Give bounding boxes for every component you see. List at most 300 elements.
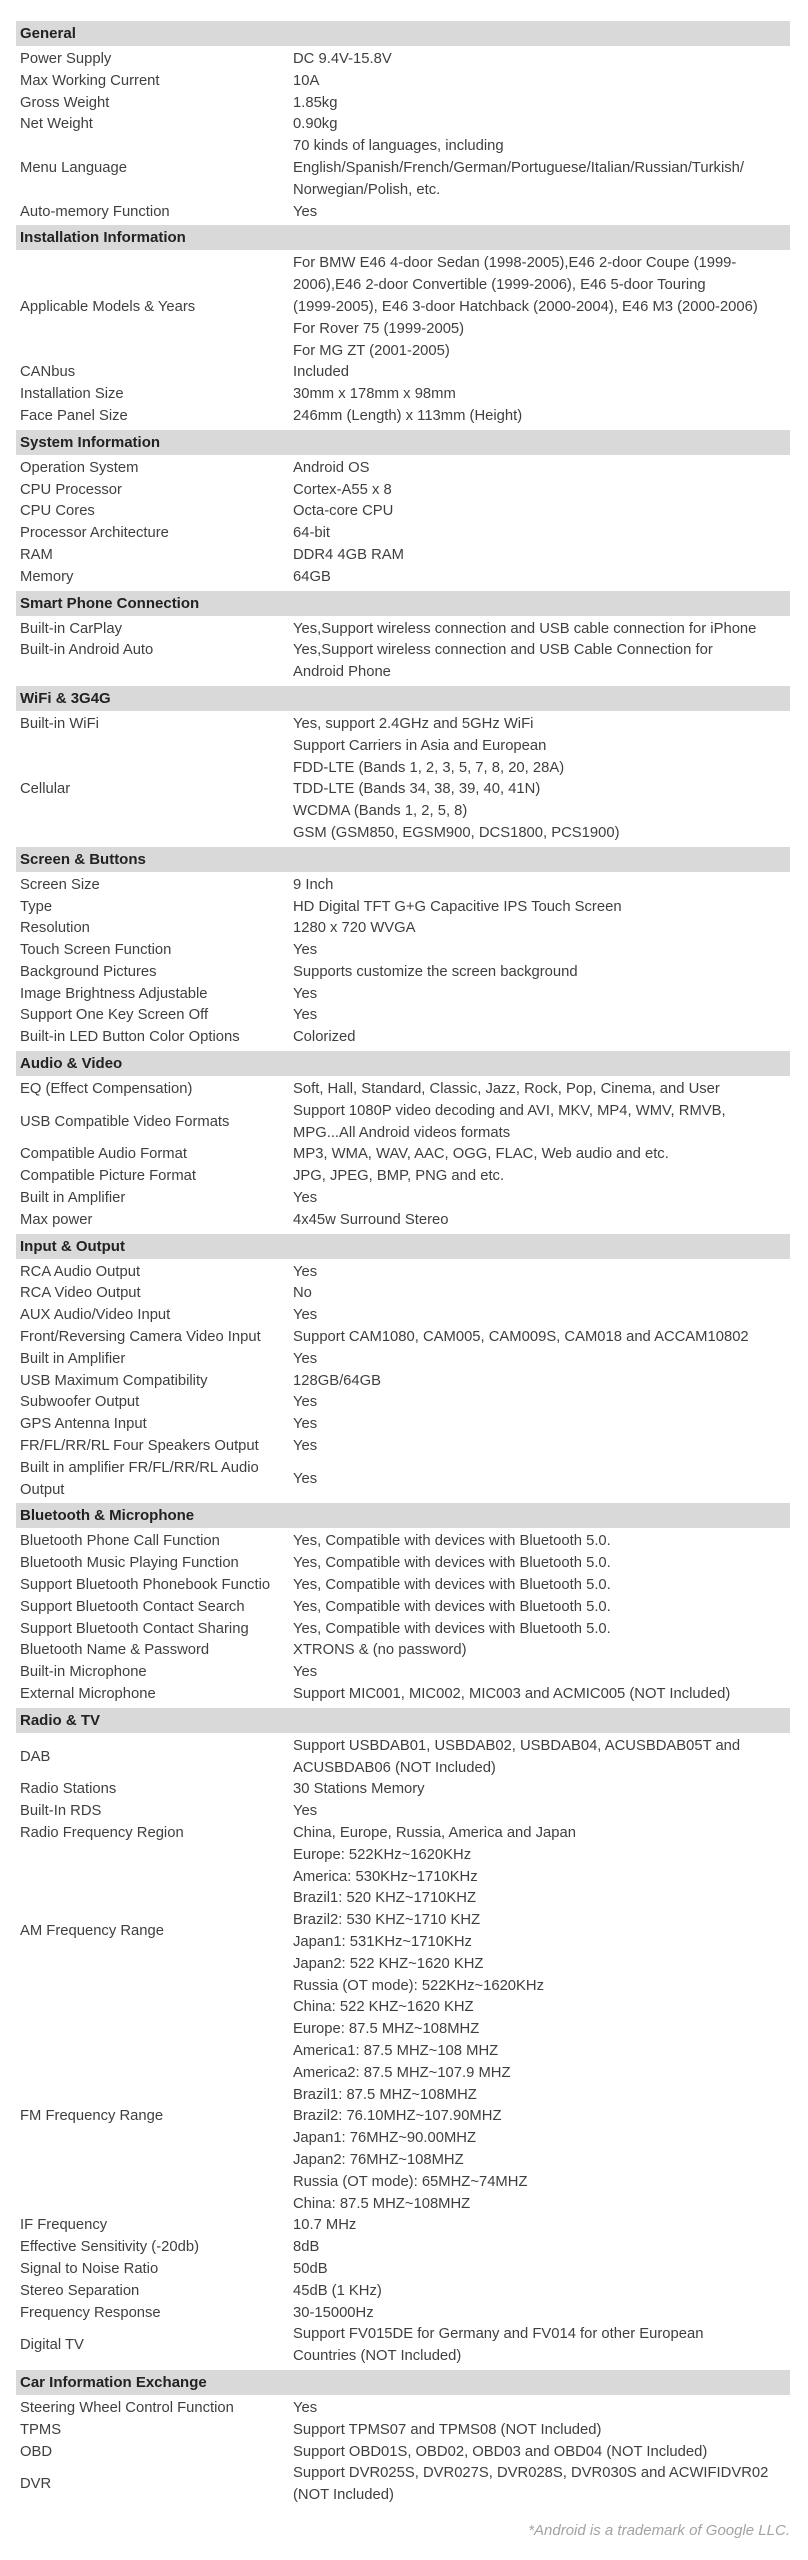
spec-value-line: 30mm x 178mm x 98mm [293,386,456,403]
spec-label: Memory [20,568,74,585]
spec-row [20,940,798,962]
spec-label: Gross Weight [20,94,110,111]
spec-value-line: 45dB (1 KHz) [293,2282,382,2299]
spec-label: Frequency Response [20,2304,161,2321]
spec-value [293,2237,798,2259]
spec-label: Processor Architecture [20,525,169,542]
spec-row [20,1283,798,1305]
section-header: Radio & TV [16,1708,790,1733]
spec-row [20,962,798,984]
spec-value-line: Yes [293,1803,318,1820]
spec-value-line: Yes, Compatible with devices with Bluetooth 5.0. [293,1598,611,1615]
spec-label: Background Pictures [20,963,157,980]
spec-row [20,545,798,567]
spec-label: Power Supply [20,51,112,67]
spec-value-line: Yes,Support wireless connection and USB cable connection for iPhone [293,620,757,637]
spec-label: Cellular [20,781,71,798]
section-header: Bluetooth & Microphone [16,1503,790,1528]
spec-row [20,1436,798,1458]
spec-value [293,1144,798,1166]
spec-value-line: Yes, Compatible with devices with Bluetooth 5.0. [293,1533,611,1550]
spec-value [293,1327,798,1349]
spec-value-line: English/Spanish/French/German/Portuguese/Italian/Russian/Turkish/ [293,159,744,176]
spec-row [20,2019,798,2215]
spec-value [293,384,798,406]
spec-label: AUX Audio/Video Input [20,1307,171,1324]
spec-value [293,49,798,71]
spec-row [20,1619,798,1641]
spec-label: Built in Amplifier [20,1350,126,1367]
spec-value-line: Support DVR025S, DVR027S, DVR028S, DVR030S and ACWIFIDVR02 [293,2465,769,2482]
spec-label: Support One Key Screen Off [20,1007,209,1024]
spec-value-line: Supports customize the screen background [293,963,578,980]
spec-value-line: Norwegian/Polish, etc. [293,181,441,198]
section-header: Car Information Exchange [16,2370,790,2395]
spec-value-line: America2: 87.5 MHZ~107.9 MHZ [293,2064,511,2081]
spec-row [20,1327,798,1349]
spec-row [20,1144,798,1166]
spec-label: USB Maximum Compatibility [20,1372,208,1389]
spec-label: Built-in LED Button Color Options [20,1029,240,1046]
spec-label: Max Working Current [20,72,160,89]
spec-row [20,897,798,919]
spec-value-line: 9 Inch [293,876,334,893]
spec-value [293,2019,798,2215]
spec-label: Digital TV [20,2337,84,2354]
spec-label: Built-in Android Auto [20,642,154,659]
spec-value [293,1619,798,1641]
spec-value-line: Brazil2: 76.10MHZ~107.90MHZ [293,2108,502,2125]
spec-value [293,1662,798,1684]
spec-value [293,71,798,93]
spec-label: CANbus [20,364,76,381]
spec-value-line: (NOT Included) [293,2487,394,2504]
spec-value-line: 1280 x 720 WVGA [293,920,416,937]
spec-row [20,1684,798,1706]
spec-row [20,1392,798,1414]
spec-value-line: Support USBDAB01, USBDAB02, USBDAB04, ACUSBDAB05T and [293,1737,741,1754]
spec-value-line: Yes [293,1190,318,1207]
spec-value [293,2442,798,2464]
spec-value [293,962,798,984]
spec-value [293,480,798,502]
spec-row [20,1801,798,1823]
spec-value-line: 70 kinds of languages, including [293,138,504,155]
spec-value-line: Yes [293,1263,318,1280]
spec-row [20,1575,798,1597]
spec-row [20,458,798,480]
spec-value-line: 10A [293,72,320,89]
spec-label: Built in amplifier FR/FL/RR/RL Audio Output [20,1459,259,1498]
spec-label: Image Brightness Adjustable [20,985,208,1002]
spec-row [20,1845,798,2019]
spec-label: Touch Screen Function [20,942,172,959]
section-header: Audio & Video [16,1051,790,1076]
spec-value-line: Yes [293,203,318,220]
spec-value [293,1553,798,1575]
spec-value-line: Yes,Support wireless connection and USB Cable Connection for [293,642,713,659]
spec-value [293,1210,798,1232]
spec-value-line: DC 9.4V-15.8V [293,51,392,67]
spec-value [293,2420,798,2442]
spec-value-line: Japan2: 76MHZ~108MHZ [293,2151,464,2168]
spec-value [293,2398,798,2420]
spec-value [293,918,798,940]
spec-value-line: Brazil1: 520 KHZ~1710KHZ [293,1890,476,1907]
spec-value [293,1684,798,1706]
spec-label: USB Compatible Video Formats [20,1113,230,1130]
spec-row [20,202,798,224]
spec-label: Bluetooth Music Playing Function [20,1555,239,1572]
spec-label: Built-in CarPlay [20,620,122,637]
spec-row [20,253,798,362]
spec-label: Screen Size [20,876,100,893]
spec-value-line: 0.90kg [293,116,338,133]
spec-value-line: Japan1: 531KHz~1710KHz [293,1933,472,1950]
spec-row [20,1553,798,1575]
spec-value-line: America1: 87.5 MHZ~108 MHZ [293,2042,499,2059]
spec-row [20,406,798,428]
spec-label: Type [20,898,53,915]
spec-value [293,714,798,736]
spec-row [20,918,798,940]
spec-value-line: Europe: 87.5 MHZ~108MHZ [293,2021,480,2038]
spec-row [20,640,798,684]
spec-value-line: Countries (NOT Included) [293,2348,462,2365]
spec-label: DAB [20,1748,51,1765]
spec-row [20,2463,798,2507]
spec-value-line: For Rover 75 (1999-2005) [293,320,465,337]
spec-value [293,1469,798,1491]
spec-value [293,1436,798,1458]
spec-label: OBD [20,2443,53,2460]
spec-value [293,1575,798,1597]
spec-value-line: Yes [293,985,318,1002]
spec-row [20,875,798,897]
spec-value [293,1079,798,1101]
spec-label: Installation Size [20,386,124,403]
spec-value-line: For MG ZT (2001-2005) [293,342,450,359]
spec-label: Compatible Picture Format [20,1168,196,1185]
spec-row [20,1188,798,1210]
spec-row [20,2324,798,2368]
spec-row [20,2237,798,2259]
spec-value-line: DDR4 4GB RAM [293,546,404,563]
spec-value-line: Yes [293,2399,318,2416]
spec-row [20,1166,798,1188]
spec-value [293,253,798,362]
section-header: Screen & Buttons [16,847,790,872]
spec-value [293,1801,798,1823]
spec-value-line: (1999-2005), E46 3-door Hatchback (2000-2004), E46 M3 (2000-2006) [293,298,758,315]
spec-label: Support Bluetooth Contact Search [20,1598,245,1615]
spec-label: Net Weight [20,116,93,133]
spec-label: RCA Audio Output [20,1263,141,1280]
spec-value-line: 30 Stations Memory [293,1781,425,1798]
spec-value [293,406,798,428]
spec-value [293,136,798,201]
spec-row [20,1101,798,1145]
spec-label: IF Frequency [20,2217,108,2234]
spec-row [20,93,798,115]
spec-value-line: 64GB [293,568,331,585]
spec-value [293,1101,798,1145]
spec-value-line: 246mm (Length) x 113mm (Height) [293,407,523,424]
spec-value-line: 2006),E46 2-door Convertible (1999-2006), E46 5-door Touring [293,277,706,294]
section-header: Installation Information [16,225,790,250]
spec-value-line: 10.7 MHz [293,2217,357,2234]
spec-value [293,619,798,641]
spec-value [293,545,798,567]
spec-label: Built-In RDS [20,1803,102,1820]
spec-label: Built-in Microphone [20,1664,147,1681]
spec-value-line: Android Phone [293,664,391,681]
spec-value-line: XTRONS & (no password) [293,1642,467,1659]
section-header: Smart Phone Connection [16,591,790,616]
spec-label: DVR [20,2476,52,2493]
spec-value [293,1305,798,1327]
spec-row [20,1371,798,1393]
spec-value [293,1531,798,1553]
spec-value-line: Yes, Compatible with devices with Bluetooth 5.0. [293,1577,611,1594]
spec-value-line: Yes [293,1307,318,1324]
spec-value-line: Support 1080P video decoding and AVI, MKV, MP4, WMV, RMVB, [293,1102,726,1119]
section-header: WiFi & 3G4G [16,686,790,711]
spec-value [293,202,798,224]
spec-value-line: Support Carriers in Asia and European [293,737,547,754]
spec-label: CPU Cores [20,503,95,520]
spec-value [293,875,798,897]
spec-value [293,736,798,845]
spec-value-line: Android OS [293,459,370,476]
spec-value-line: Cortex-A55 x 8 [293,481,392,498]
spec-value-line: MP3, WMA, WAV, AAC, OGG, FLAC, Web audio and etc. [293,1146,669,1163]
spec-label: Stereo Separation [20,2282,140,2299]
spec-value [293,1640,798,1662]
spec-value [293,114,798,136]
spec-value [293,1166,798,1188]
spec-label: Built-in WiFi [20,715,99,732]
spec-value [293,2281,798,2303]
spec-label: EQ (Effect Compensation) [20,1081,193,1098]
spec-value-line: 4x45w Surround Stereo [293,1211,449,1228]
spec-label: Compatible Audio Format [20,1146,187,1163]
spec-value-line: For BMW E46 4-door Sedan (1998-2005),E46 2-door Coupe (1999- [293,255,737,272]
spec-value-line: Octa-core CPU [293,503,394,520]
spec-label: Max power [20,1211,93,1228]
spec-row [20,49,798,71]
spec-label: Radio Stations [20,1781,117,1798]
spec-row [20,384,798,406]
spec-label: Resolution [20,920,90,937]
spec-value [293,1779,798,1801]
spec-row [20,1736,798,1780]
spec-value-line: America: 530KHz~1710KHz [293,1868,478,1885]
spec-value-line: Soft, Hall, Standard, Classic, Jazz, Rock, Pop, Cinema, and User [293,1081,720,1098]
spec-row [20,984,798,1006]
spec-value-line: 64-bit [293,525,331,542]
spec-value [293,2303,798,2325]
spec-row [20,1079,798,1101]
spec-row [20,1262,798,1284]
spec-value [293,1262,798,1284]
spec-value-line: Support CAM1080, CAM005, CAM009S, CAM018 and ACCAM10802 [293,1329,749,1346]
spec-value-line: GSM (GSM850, EGSM900, DCS1800, PCS1900) [293,824,620,841]
spec-value-line: 1.85kg [293,94,338,111]
spec-label: Effective Sensitivity (-20db) [20,2239,200,2256]
spec-row [20,2259,798,2281]
spec-row [20,114,798,136]
spec-label: Subwoofer Output [20,1394,140,1411]
spec-label: FR/FL/RR/RL Four Speakers Output [20,1438,259,1455]
spec-value [293,1027,798,1049]
spec-value [293,1414,798,1436]
spec-value [293,458,798,480]
spec-value-line: Support TPMS07 and TPMS08 (NOT Included) [293,2421,602,2438]
spec-value-line: 128GB/64GB [293,1372,382,1389]
spec-value-line: China, Europe, Russia, America and Japan [293,1824,576,1841]
spec-value-line: WCDMA (Bands 1, 2, 5, 8) [293,803,468,820]
spec-label: TPMS [20,2421,62,2438]
spec-value-line: Support OBD01S, OBD02, OBD03 and OBD04 (NOT Included) [293,2443,708,2460]
spec-row [20,1210,798,1232]
spec-value [293,1188,798,1210]
spec-value-line: Yes [293,1438,318,1455]
spec-row [20,71,798,93]
spec-value [293,1845,798,2019]
spec-row [20,1005,798,1027]
spec-label: Support Bluetooth Contact Sharing [20,1620,249,1637]
spec-value-line: No [293,1285,312,1302]
spec-value-line: Yes [293,1664,318,1681]
trademark-note: *Android is a trademark of Google LLC. [528,2522,790,2539]
spec-row [20,1531,798,1553]
spec-value [293,362,798,384]
spec-row [20,136,798,201]
spec-label: Bluetooth Phone Call Function [20,1533,220,1550]
spec-row [20,1414,798,1436]
spec-row [20,1597,798,1619]
spec-value-line: Colorized [293,1029,356,1046]
spec-value [293,501,798,523]
spec-value-line: Yes, Compatible with devices with Bluetooth 5.0. [293,1620,611,1637]
spec-row [20,736,798,845]
spec-row [20,1458,798,1502]
spec-label: Support Bluetooth Phonebook Functio [20,1577,271,1594]
spec-value [293,1349,798,1371]
spec-value-line: China: 87.5 MHZ~108MHZ [293,2195,471,2212]
spec-row [20,567,798,589]
spec-row [20,501,798,523]
spec-label: GPS Antenna Input [20,1416,147,1433]
spec-value [293,1823,798,1845]
spec-value [293,1597,798,1619]
spec-label: Applicable Models & Years [20,298,196,315]
spec-label: FM Frequency Range [20,2108,164,2125]
spec-label: RAM [20,546,53,563]
spec-value [293,897,798,919]
spec-value [293,2259,798,2281]
spec-row [20,2303,798,2325]
spec-value [293,1283,798,1305]
spec-row [20,1662,798,1684]
section-header: General [16,21,790,46]
spec-value [293,523,798,545]
spec-value-line: 50dB [293,2260,328,2277]
spec-value-line: Brazil1: 87.5 MHZ~108MHZ [293,2086,477,2103]
spec-value-line: HD Digital TFT G+G Capacitive IPS Touch Screen [293,898,622,915]
spec-label: Operation System [20,459,139,476]
spec-row [20,1640,798,1662]
spec-row [20,1349,798,1371]
spec-value-line: Included [293,364,349,381]
spec-value-line: Yes [293,1007,318,1024]
spec-value-line: Yes, support 2.4GHz and 5GHz WiFi [293,715,534,732]
spec-label: Face Panel Size [20,407,128,424]
spec-label: Signal to Noise Ratio [20,2260,159,2277]
spec-row [20,619,798,641]
spec-value [293,940,798,962]
spec-value-line: Russia (OT mode): 65MHZ~74MHZ [293,2173,528,2190]
spec-row [20,480,798,502]
spec-value-line: China: 522 KHZ~1620 KHZ [293,1999,474,2016]
spec-value [293,1736,798,1780]
spec-value [293,567,798,589]
spec-row [20,2281,798,2303]
spec-label: AM Frequency Range [20,1923,164,1940]
spec-label: Built in Amplifier [20,1190,126,1207]
spec-value-line: Yes [293,1416,318,1433]
spec-label: Front/Reversing Camera Video Input [20,1329,261,1346]
spec-value-line: Yes [293,942,318,959]
spec-row [20,1305,798,1327]
spec-value-line: Japan2: 522 KHZ~1620 KHZ [293,1955,484,1972]
spec-value [293,640,798,684]
spec-value-line: Yes, Compatible with devices with Bluetooth 5.0. [293,1555,611,1572]
spec-label: CPU Processor [20,481,122,498]
spec-value [293,984,798,1006]
spec-value-line: Brazil2: 530 KHZ~1710 KHZ [293,1912,481,1929]
spec-row [20,523,798,545]
spec-value-line: FDD-LTE (Bands 1, 2, 3, 5, 7, 8, 20, 28A) [293,759,565,776]
spec-value-line: Support FV015DE for Germany and FV014 for other European [293,2326,704,2343]
spec-value [293,1371,798,1393]
spec-value-line: TDD-LTE (Bands 34, 38, 39, 40, 41N) [293,781,541,798]
spec-row [20,2442,798,2464]
spec-row [20,714,798,736]
spec-value-line: Support MIC001, MIC002, MIC003 and ACMIC005 (NOT Included) [293,1686,731,1702]
spec-label: External Microphone [20,1686,156,1702]
spec-label: RCA Video Output [20,1285,141,1302]
spec-label: Bluetooth Name & Password [20,1642,210,1659]
spec-value-line: JPG, JPEG, BMP, PNG and etc. [293,1168,505,1185]
spec-value [293,2215,798,2237]
spec-value-line: 30-15000Hz [293,2304,374,2321]
spec-row [20,2420,798,2442]
spec-row [20,1027,798,1049]
section-header: Input & Output [16,1234,790,1259]
spec-value [293,1005,798,1027]
spec-row [20,1823,798,1845]
spec-row [20,1779,798,1801]
spec-value-line: 8dB [293,2239,320,2256]
spec-label: Menu Language [20,159,127,176]
spec-value [293,1392,798,1414]
spec-value [293,2463,798,2507]
spec-value-line: ACUSBDAB06 (NOT Included) [293,1759,496,1776]
spec-value-line: Europe: 522KHz~1620KHz [293,1846,472,1863]
spec-label: Auto-memory Function [20,203,170,220]
